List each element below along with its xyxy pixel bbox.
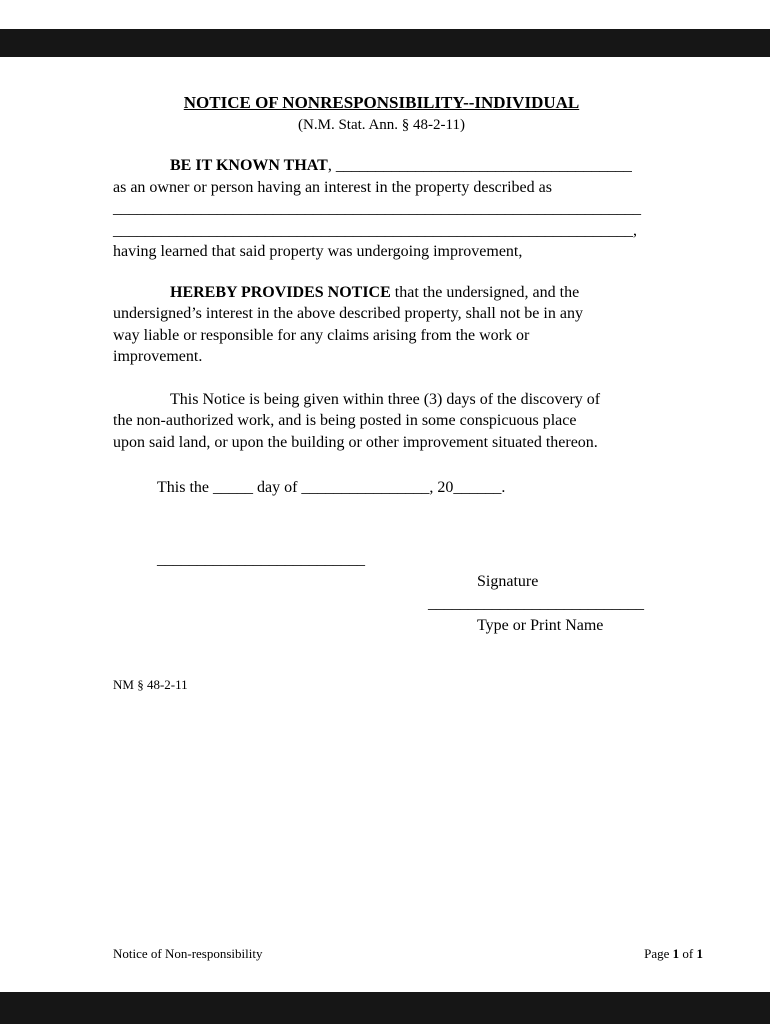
body-line: way liable or responsible for any claims arising from the work or [113, 326, 530, 344]
statute-footnote: NM § 48-2-11 [113, 676, 188, 692]
date-fill-in-line: This the _____ day of ________________, 20______. [157, 479, 506, 496]
footer-page-word: Page [644, 946, 673, 961]
body-line: This Notice is being given within three (3) days of the discovery of [170, 390, 601, 408]
body-line: having learned that said property was undergoing improvement, [113, 243, 523, 260]
document-content [113, 0, 650, 693]
body-line: the non-authorized work, and is being posted in some conspicuous place [113, 412, 577, 429]
footer-page-number: 1 [672, 946, 680, 961]
statute-subtitle: (N.M. Stat. Ann. § 48-2-11) [298, 117, 465, 133]
paragraph-notice-given [113, 389, 650, 454]
fill-in-blank: , _____________________________________ [327, 157, 632, 174]
footer-page-total: 1 [696, 946, 703, 961]
bottom-border-bar [0, 992, 770, 1024]
body-line: upon said land, or upon the building or other improvement situated thereon. [113, 433, 598, 451]
signature-line-left: __________________________ [157, 550, 365, 568]
paragraph-be-it-known [113, 155, 650, 263]
bold-lead-be-it-known: BE IT KNOWN THAT [170, 157, 328, 174]
body-line: undersigned’s interest in the above described property, shall not be in any [113, 305, 583, 322]
footer-doc-title: Notice of Non-responsibility [113, 946, 263, 961]
fill-in-blank-line: __________________________________________________________________ [113, 200, 641, 217]
body-line: improvement. [113, 348, 203, 365]
paragraph-hereby-provides-notice [113, 282, 650, 368]
body-line: as an owner or person having an interest in the property described as [113, 178, 552, 196]
body-text: that the undersigned, and the [390, 283, 580, 301]
print-name-label: Type or Print Name [477, 617, 604, 634]
footer-page-indicator [644, 946, 703, 962]
document-title: NOTICE OF NONRESPONSIBILITY--INDIVIDUAL [183, 93, 580, 112]
fill-in-blank-line: _________________________________________________________________, [113, 221, 637, 239]
page-footer [113, 946, 703, 962]
signature-label: Signature [477, 573, 539, 590]
print-name-line: ___________________________ [428, 594, 644, 612]
footer-of-word: of [679, 946, 697, 961]
body-line [113, 282, 650, 304]
body-line [113, 155, 650, 177]
bold-lead-hereby-provides: HEREBY PROVIDES NOTICE [170, 283, 391, 301]
